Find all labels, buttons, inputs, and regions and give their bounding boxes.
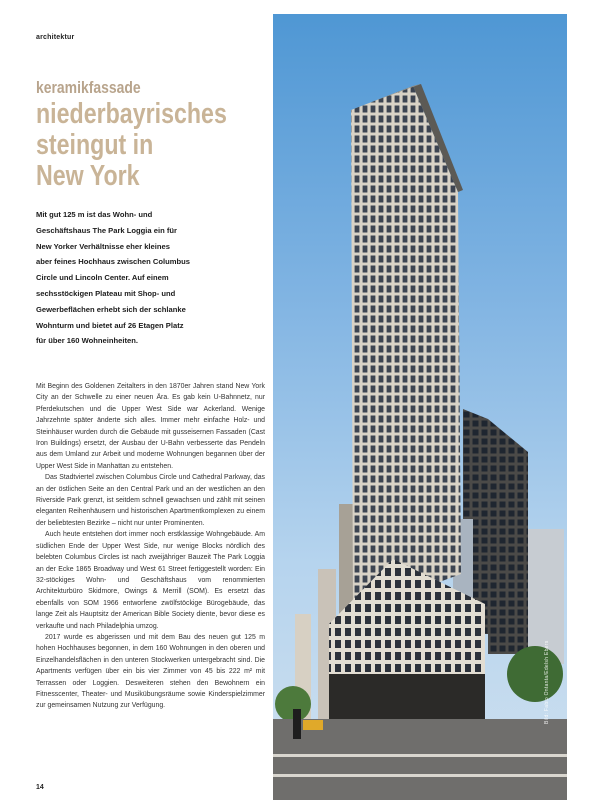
street	[273, 719, 567, 800]
lead-line: aber feines Hochhaus zwischen Columbus	[36, 257, 191, 267]
lead-line: für über 160 Wohneinheiten.	[36, 336, 138, 346]
taxi	[303, 720, 323, 730]
lead-paragraph	[36, 207, 198, 349]
body-paragraph: Mit Beginn des Goldenen Zeitalters in den 1870er Jahren stand New York City an der Schwelle zu einer neuen Ära. Es gab kein U-Bahnnetz, nur Pferdekutschen und die Upper West Side war Ackerland. Wenige Jahrzehnte später änderte sich alles. Immer mehr einfache Holz- und Steinhäuser wurden durch die Gebäude mit gusseisernen Fassaden (Cast Iron Buildings) ersetzt, der Ausbau der U-Bahn verbesserte das Pendeln aus dem Umland zur Arbeit und moderne Wohnungen begannen über der Upper West Side in Manhattan zu entstehen.	[36, 383, 265, 470]
section-label: architektur	[36, 34, 75, 41]
headline-line: New York	[36, 160, 140, 192]
skyscraper-illustration	[273, 14, 567, 800]
crosswalk	[273, 774, 567, 777]
page-number: 14	[36, 784, 44, 791]
building-photo	[273, 14, 567, 800]
storefront	[329, 674, 485, 722]
body-paragraph: 2017 wurde es abgerissen und mit dem Bau des neuen gut 125 m hohen Hochhauses begonnen, in dem 160 Wohnungen in den oberen und Einzelhandelsflächen in den unteren Stockwerken untergebracht sind. Die Apartments verfügen über ein bis vier Zimmer von 45 bis 222 m² mit Terrassen oder Loggien. Desweiteren stehen den Bewohnern ein Fitnesscenter, Theater- und Musikübungsräume sowie Kinderspielzimmer zur gemeinsamen Nutzung zur Verfügung.	[36, 633, 265, 710]
lead-line: New Yorker Verhältnisse eher kleines	[36, 241, 170, 251]
headline-line: steingut in	[36, 129, 154, 161]
lead-line: Mit gut 125 m ist das Wohn- und	[36, 210, 153, 219]
crosswalk	[273, 754, 567, 757]
photo-credit: Bild: Fabio Ontanta/Edelsh Ebers	[544, 640, 550, 724]
lead-line: Geschäftshaus The Park Loggia ein für	[36, 225, 177, 235]
lead-line: Gewerbeflächen erhebt sich der schlanke	[36, 304, 186, 314]
lead-line: sechsstöckigen Plateau mit Shop- und	[36, 288, 176, 298]
body-paragraph: Auch heute entstehen dort immer noch erstklassige Wohngebäude. Am südlichen Ende der Upper West Side, nur wenige Blocks nördlich des belebten Columbus Circles ist nach zweijähriger Bauzeit The Park Loggia an der Ecke 1865 Broadway und West 61 Street fertiggestellt worden: Ein 32-stöckiges Wohn- und Geschäftshaus vom renommierten Architekturbüro Skidmore, Owings & Merrill (SOM). Es ersetzt das ebenfalls von SOM 1966 entworfene zwölfstöckige Bürogebäude, das lange Zeit als Hauptsitz der American Bible Society diente, bevor diese es verkaufte und nach Philadelphia umzog.	[36, 531, 265, 630]
headline-line: niederbayrisches	[36, 98, 227, 130]
neighbor-building	[488, 419, 528, 654]
kicker: keramikfassade	[36, 78, 141, 97]
body-text	[36, 381, 265, 712]
lead-line: Wohnturm und bietet auf 26 Etagen Platz	[36, 320, 184, 330]
headline	[36, 99, 227, 192]
pedestrian	[293, 709, 301, 739]
main-tower-facade	[351, 86, 461, 614]
tree	[507, 646, 563, 702]
body-paragraph: Das Stadtviertel zwischen Columbus Circle und Cathedral Parkway, das an der östlichen Seite an den Central Park und an der westlichen an den Riverside Park grenzt, ist seitdem schnell gewachsen und zählt mit seinen eleganten Reihenhäusern und historischen Apartmentkomplexen zu einem der beliebtesten Bezirke – nicht nur unter Prominenten.	[36, 474, 265, 527]
lead-line: Circle und Lincoln Center. Auf einem	[36, 273, 169, 283]
